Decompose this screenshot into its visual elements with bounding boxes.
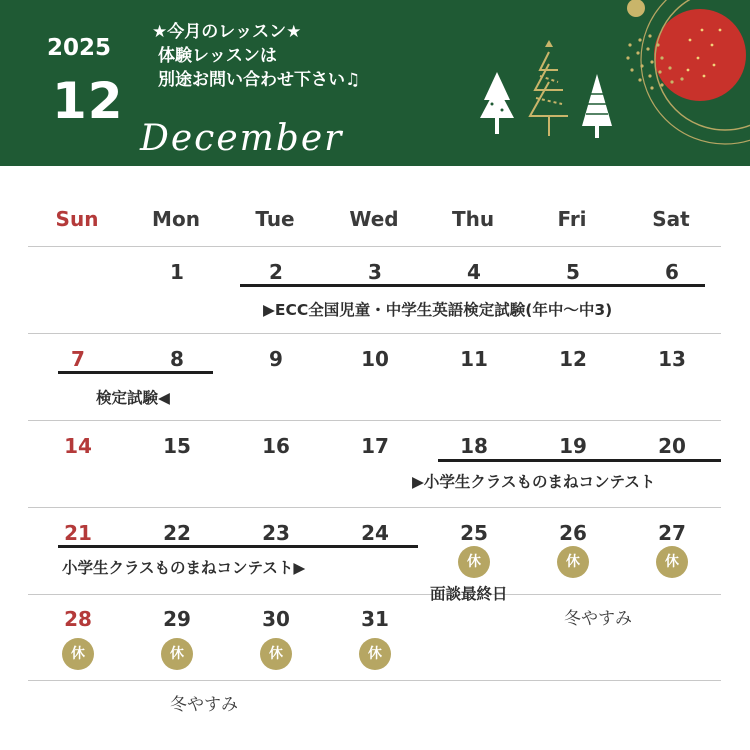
rest-day-badge: 休 — [260, 638, 292, 670]
contest-end-note: 小学生クラスものまねコンテスト▶ — [62, 559, 306, 577]
weekday-mon: Mon — [152, 207, 200, 231]
date-cell[interactable]: 2 — [269, 260, 283, 284]
date-cell[interactable]: 8 — [170, 347, 184, 371]
calendar-header — [0, 0, 750, 166]
lesson-notice — [152, 20, 360, 92]
month-name: December — [140, 118, 344, 159]
interview-last-day-note: 面談最終日 — [430, 585, 508, 603]
year-label: 2025 — [47, 35, 112, 61]
exam-end-note: 検定試験◀ — [96, 389, 170, 407]
notice-line-1: ★今月のレッスン★ — [152, 22, 302, 42]
date-cell[interactable]: 27 — [658, 521, 686, 545]
row-divider — [28, 420, 721, 421]
event-span-bar — [58, 545, 418, 548]
weekday-fri: Fri — [557, 207, 587, 231]
gold-tree-icon — [530, 40, 568, 136]
contest-start-note: ▶小学生クラスものまねコンテスト — [412, 473, 656, 491]
rest-day-badge: 休 — [359, 638, 391, 670]
striped-tree-icon — [582, 74, 612, 138]
rest-day-badge: 休 — [161, 638, 193, 670]
row-divider — [28, 594, 721, 595]
date-cell[interactable]: 29 — [163, 607, 191, 631]
weekday-wed: Wed — [349, 207, 399, 231]
rest-day-badge: 休 — [557, 546, 589, 578]
row-divider — [28, 246, 721, 247]
date-cell[interactable]: 28 — [64, 607, 92, 631]
weekday-thu: Thu — [451, 207, 495, 231]
date-cell[interactable]: 30 — [262, 607, 290, 631]
date-cell[interactable]: 11 — [460, 347, 488, 371]
date-cell[interactable]: 20 — [658, 434, 686, 458]
weekday-sun: Sun — [55, 207, 99, 231]
date-cell[interactable]: 23 — [262, 521, 290, 545]
date-cell[interactable]: 25 — [460, 521, 488, 545]
date-cell[interactable]: 15 — [163, 434, 191, 458]
event-span-bar — [240, 284, 705, 287]
row-divider — [28, 507, 721, 508]
ecc-exam-note: ▶ECC全国児童・中学生英語検定試験(年中〜中3) — [263, 301, 613, 319]
date-cell[interactable]: 7 — [71, 347, 85, 371]
date-cell[interactable]: 1 — [170, 260, 184, 284]
notice-line-3: 別途お問い合わせ下さい♫ — [158, 70, 361, 90]
winter-break-note: 冬やすみ — [564, 609, 632, 629]
date-cell[interactable]: 21 — [64, 521, 92, 545]
date-cell[interactable]: 12 — [559, 347, 587, 371]
month-number: 12 — [52, 72, 124, 130]
date-cell[interactable]: 13 — [658, 347, 686, 371]
row-divider — [28, 680, 721, 681]
red-circle-ornament — [654, 9, 746, 101]
date-cell[interactable]: 14 — [64, 434, 92, 458]
winter-break-note: 冬やすみ — [170, 695, 238, 715]
row-divider — [28, 333, 721, 334]
notice-line-2: 体験レッスンは — [158, 46, 277, 66]
date-cell[interactable]: 9 — [269, 347, 283, 371]
date-cell[interactable]: 18 — [460, 434, 488, 458]
date-cell[interactable]: 17 — [361, 434, 389, 458]
weekday-tue: Tue — [255, 207, 295, 231]
date-cell[interactable]: 16 — [262, 434, 290, 458]
date-cell[interactable]: 4 — [467, 260, 481, 284]
date-cell[interactable]: 10 — [361, 347, 389, 371]
date-cell[interactable]: 22 — [163, 521, 191, 545]
date-cell[interactable]: 19 — [559, 434, 587, 458]
event-span-bar — [58, 371, 213, 374]
date-cell[interactable]: 3 — [368, 260, 382, 284]
date-cell[interactable]: 31 — [361, 607, 389, 631]
rest-day-badge: 休 — [656, 546, 688, 578]
white-tree-icon — [480, 72, 514, 134]
weekday-sat: Sat — [652, 207, 690, 231]
rest-day-badge: 休 — [62, 638, 94, 670]
date-cell[interactable]: 6 — [665, 260, 679, 284]
date-cell[interactable]: 5 — [566, 260, 580, 284]
event-span-bar — [438, 459, 721, 462]
date-cell[interactable]: 26 — [559, 521, 587, 545]
rest-day-badge: 休 — [458, 546, 490, 578]
date-cell[interactable]: 24 — [361, 521, 389, 545]
